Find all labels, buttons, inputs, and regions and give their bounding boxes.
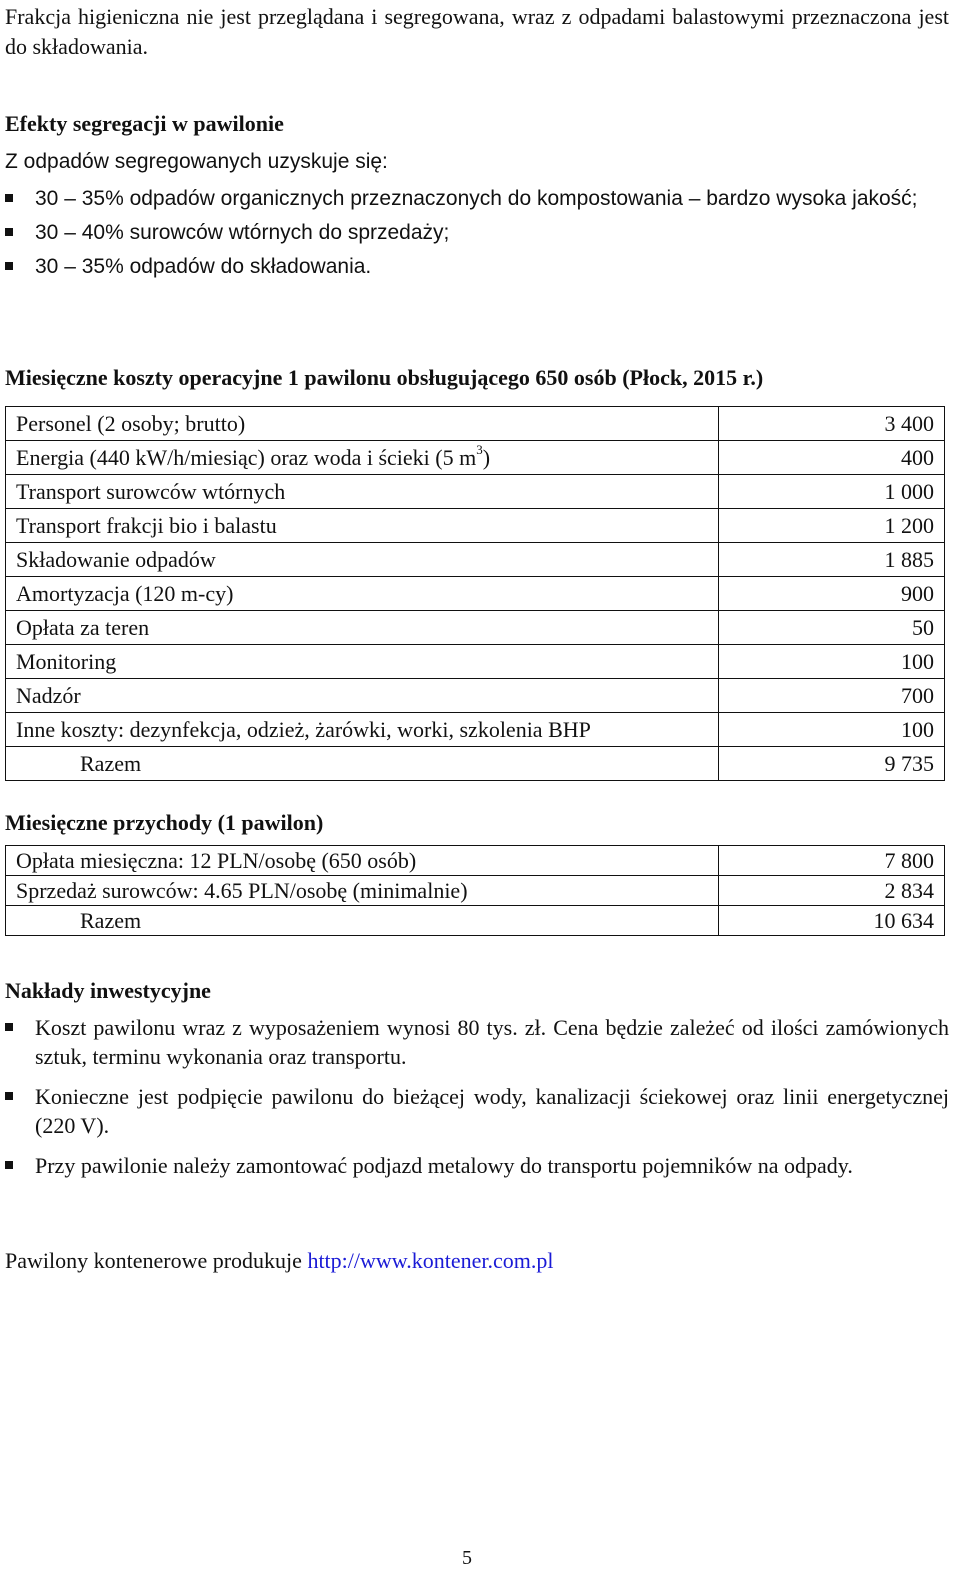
intro-paragraph: Frakcja higieniczna nie jest przeglądana i segregowana, wraz z odpadami balastowymi przeznaczona jest do składowania. (5, 4, 949, 59)
bullet-square-icon (5, 228, 13, 236)
table-row: Monitoring 100 (6, 645, 945, 679)
list-item: Konieczne jest podpięcie pawilonu do bieżącej wody, kanalizacji ściekowej oraz linii energetycznej (220 V). (5, 1082, 949, 1140)
investment-heading: Nakłady inwestycyjne (5, 978, 211, 1003)
table-row: Transport frakcji bio i balastu 1 200 (6, 509, 945, 543)
effects-heading: Efekty segregacji w pawilonie (5, 111, 284, 136)
list-item: 30 – 40% surowców wtórnych do sprzedaży; (5, 218, 949, 248)
manufacturer-link[interactable]: http://www.kontener.com.pl (307, 1248, 554, 1273)
bullet-square-icon (5, 1023, 13, 1031)
bullet-square-icon (5, 262, 13, 270)
effects-list (5, 184, 949, 286)
costs-table (5, 406, 945, 781)
income-heading: Miesięczne przychody (1 pawilon) (5, 810, 324, 835)
table-row: Nadzór 700 (6, 679, 945, 713)
table-row: Inne koszty: dezynfekcja, odzież, żarówki, worki, szkolenia BHP 100 (6, 713, 945, 747)
table-row: Amortyzacja (120 m-cy) 900 (6, 577, 945, 611)
table-row: Opłata za teren 50 (6, 611, 945, 645)
list-item: 30 – 35% odpadów do składowania. (5, 252, 949, 282)
costs-heading: Miesięczne koszty operacyjne 1 pawilonu obsługującego 650 osób (Płock, 2015 r.) (5, 365, 764, 390)
effects-intro: Z odpadów segregowanych uzyskuje się: (5, 150, 388, 173)
income-total-row: Razem 10 634 (6, 906, 945, 936)
income-table (5, 845, 945, 936)
bullet-square-icon (5, 1161, 13, 1169)
table-row: Składowanie odpadów 1 885 (6, 543, 945, 577)
table-row: Personel (2 osoby; brutto) 3 400 (6, 407, 945, 441)
list-item: 30 – 35% odpadów organicznych przeznaczonych do kompostowania – bardzo wysoka jakość; (5, 184, 949, 214)
table-row: Opłata miesięczna: 12 PLN/osobę (650 osób) 7 800 (6, 846, 945, 876)
costs-total-row: Razem 9 735 (6, 747, 945, 781)
footer-note: Pawilony kontenerowe produkuje http://www.kontener.com.pl (5, 1248, 554, 1273)
page-number: 5 (462, 1547, 472, 1569)
list-item: Przy pawilonie należy zamontować podjazd metalowy do transportu pojemników na odpady. (5, 1151, 949, 1180)
bullet-square-icon (5, 1092, 13, 1100)
bullet-square-icon (5, 194, 13, 202)
table-row: Energia (440 kW/h/miesiąc) oraz woda i ścieki (5 $m^3$) 400 (6, 441, 945, 475)
list-item: Koszt pawilonu wraz z wyposażeniem wynosi 80 tys. zł. Cena będzie zależeć od ilości zamówionych sztuk, terminu wykonania oraz transportu. (5, 1013, 949, 1071)
investment-list (5, 1013, 949, 1191)
table-row: Transport surowców wtórnych 1 000 (6, 475, 945, 509)
table-row: Sprzedaż surowców: 4.65 PLN/osobę (minimalnie) 2 834 (6, 876, 945, 906)
